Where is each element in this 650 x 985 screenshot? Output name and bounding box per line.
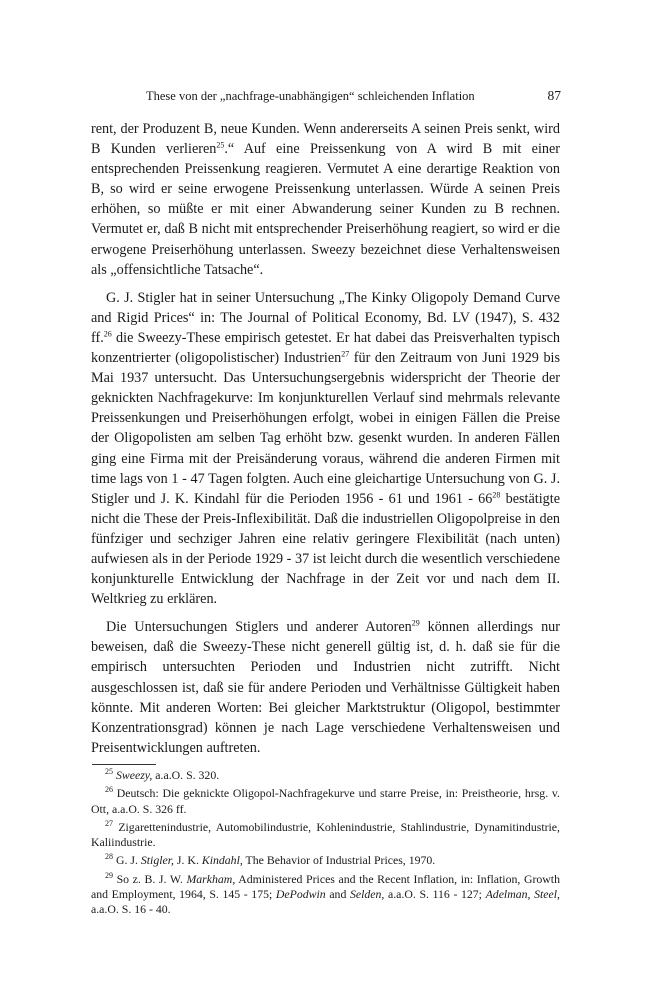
- footnote: [91, 786, 560, 817]
- italic-text: Markham,: [186, 871, 236, 886]
- text-run: können allerdings nur beweisen, daß die Sweezy-These nicht generell gültig ist, d. h. daß sie für die empirisch untersuchten Perioden und Industrien nicht zutrifft. Nicht ausgeschlossen ist, daß sie für andere Perioden und Verhältnisse Gültigkeit haben könnte. Mit anderen Worten: Bei gleicher Marktstruktur (Oligopol, bestimmter Konzentrationsgrad) können je nach Lage verschiedene Verhaltensweisen und Preisentwicklungen auftreten.: [91, 619, 560, 756]
- italic-text: Selden,: [349, 887, 385, 902]
- footnote: [91, 853, 560, 868]
- footnote-reference: 25: [216, 140, 225, 150]
- page-number: 87: [547, 88, 561, 103]
- footnote-reference: 26: [103, 329, 112, 339]
- text-run: Zigarettenindustrie, Automobilindustrie, Kohlenindustrie, Stahlindustrie, Dynamitindustrie, Kaliindustrie.: [91, 819, 560, 850]
- text-run: a.a.O. S. 320.: [152, 768, 220, 782]
- text-run: G. J. Stigler hat in seiner Untersuchung „The Kinky Oligopoly Demand Curve and Rigid Prices“ in: The Journal of Political Economy, Bd. LV (1947), S. 432 ff.: [91, 289, 560, 346]
- italic-text: Stigler,: [140, 853, 174, 868]
- footnotes: [91, 768, 560, 921]
- footnote-number: 27: [105, 818, 113, 828]
- footnote: [91, 872, 560, 918]
- footnote-number: 29: [105, 870, 113, 880]
- footnote-reference: 28: [492, 489, 501, 499]
- text-run: The Behavior of Industrial Prices, 1970.: [242, 853, 436, 868]
- footnote: [91, 820, 560, 851]
- paragraph: [91, 119, 560, 280]
- paragraph: [91, 617, 560, 758]
- running-title: These von der „nachfrage-unabhängigen“ schleichenden Inflation: [146, 89, 475, 103]
- running-header: [92, 89, 568, 107]
- text-run: Administered Prices and the Recent Inflation, in: Inflation, Growth and Employment, 1964, S. 145 - 175;: [91, 871, 560, 902]
- footnote-number: 25: [105, 767, 113, 777]
- text-run: .“ Auf eine Preissenkung von A wird B mit einer entsprechenden Preissenkung reagieren. Vermutet A eine derartige Reaktion von B, so wird er seine erwogene Preissenkung unterlassen. Würde A seinen Preis erhöhen, so müßte er mit einer Abwanderung seiner Kunden zu B rechnen. Vermutet er, daß B nicht mit entsprechender Preiserhöhung reagiert, so wird er die erwogene Preiserhöhung unterlassen. Sweezy bezeichnet diese Verhaltensweisen als „offensichtliche Tatsache“.: [91, 141, 560, 278]
- italic-text: Sweezy,: [115, 768, 153, 782]
- footnote-number: 28: [105, 852, 113, 862]
- footnote-reference: 29: [411, 618, 420, 628]
- text-run: J. K.: [173, 853, 202, 868]
- text-run: Die Untersuchungen Stiglers und anderer Autoren: [106, 619, 412, 636]
- italic-text: Adelman, Steel,: [485, 887, 560, 902]
- footnote-reference: 27: [341, 349, 350, 359]
- paragraph: [91, 288, 560, 610]
- text-run: and: [325, 887, 350, 902]
- footnote: [91, 768, 560, 783]
- text-run: G. J.: [115, 853, 141, 868]
- footnote-number: 26: [105, 785, 113, 795]
- italic-text: Kindahl,: [201, 853, 243, 868]
- body-text: [91, 119, 560, 758]
- text-run: für den Zeitraum von Juni 1929 bis Mai 1937 untersucht. Das Untersuchungsergebnis widerspricht der Theorie der geknickten Nachfragekurve: Im konjunkturellen Verlauf sind mehrmals relevante Preissenkungen und Preiserhöhungen erfolgt, wobei in einigen Fällen die Preise der Oligopolisten am selben Tag erhöht bzw. gesenkt wurden. In anderen Fällen ging eine Firma mit der Preisänderung voraus, während die anderen Firmen mit time lags von 1 - 47 Tagen folgten. Auch eine gleichartige Untersuchung von G. J. Stigler und J. K. Kindahl für die Perioden 1956 - 61 und 1961 - 66: [91, 350, 560, 507]
- text-run: Deutsch: Die geknickte Oligopol-Nachfragekurve und starre Preise, in: Preistheorie, hrsg. v. Ott, a.a.O. S. 326 ff.: [91, 786, 560, 816]
- footnote-separator: [92, 764, 156, 765]
- text-run: a.a.O. S. 16 - 40.: [91, 902, 171, 917]
- text-run: rent, der Produzent B, neue Kunden. Wenn andererseits A seinen Preis senkt, wird B Kunden verlieren: [91, 121, 560, 158]
- text-run: bestätigte nicht die These der Preis-Inflexibilität. Daß die industriellen Oligopolpreise in den fünfziger und sechziger Jahren eine relativ geringere Flexibilität (nach unten) aufwiesen als in der Periode 1929 - 37 ist leicht durch die wesentlich verschiedene konjunkturelle Entwicklung der Nachfrage in der Zeit vor und nach dem II. Weltkrieg zu erklären.: [91, 490, 560, 608]
- italic-text: DePodwin: [275, 887, 326, 902]
- text-run: So z. B. J. W.: [116, 871, 187, 886]
- text-run: a.a.O. S. 116 - 127;: [384, 887, 486, 902]
- text-run: die Sweezy-These empirisch getestet. Er hat dabei das Preisverhalten typisch konzentrierter (oligopolistischer) Industrien: [91, 329, 560, 367]
